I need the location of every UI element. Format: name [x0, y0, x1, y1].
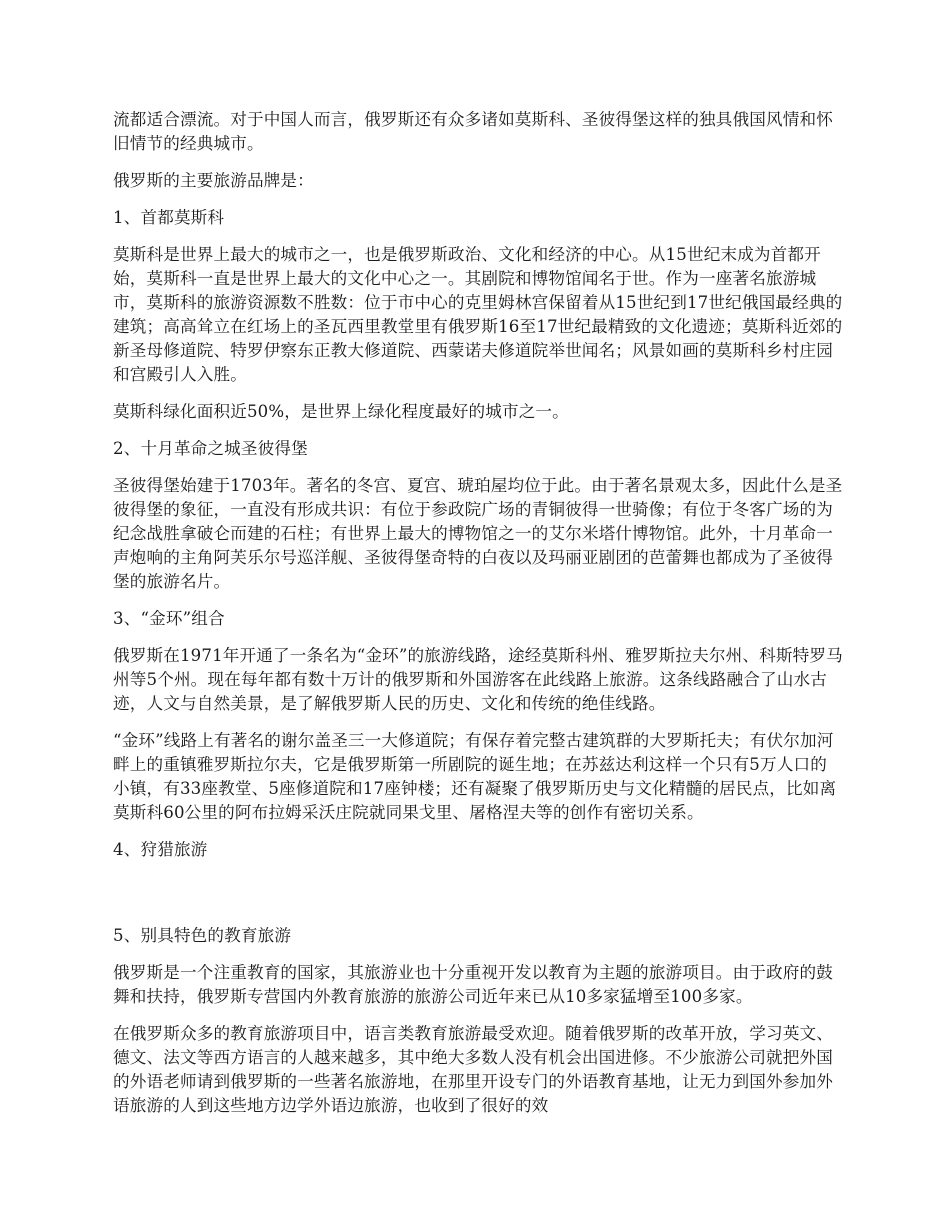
heading-golden-ring: 3、“金环”组合 [113, 609, 225, 628]
paragraph-brands-intro: 俄罗斯的主要旅游品牌是： [113, 171, 314, 190]
paragraph-intro-continued: 流都适合漂流。对于中国人而言，俄罗斯还有众多诸如莫斯科、圣彼得堡这样的独具俄国风情和怀旧情节的经典城市。 [113, 110, 833, 153]
paragraph-golden-ring: 俄罗斯在1971年开通了一条名为“金环”的旅游线路，途经莫斯科州、雅罗斯拉夫尔州、科斯特罗马州等5个州。现在每年都有数十万计的俄罗斯和外国游客在此线路上旅游。这条线路融合了山水古迹，人文与自然美景，是了解俄罗斯人民的历史、文化和传统的绝佳线路。 [113, 646, 843, 713]
paragraph-moscow-green: 莫斯科绿化面积近50%，是世界上绿化程度最好的城市之一。 [113, 402, 569, 421]
paragraph-language-education: 在俄罗斯众多的教育旅游项目中，语言类教育旅游最受欢迎。随着俄罗斯的改革开放，学习英文、德文、法文等西方语言的人越来越多，其中绝大多数人没有机会出国进修。不少旅游公司就把外国的外语老师请到俄罗斯的一些著名旅游地，在那里开设专门的外语教育基地，让无力到国外参加外语旅游的人到这些地方边学外语边旅游，也收到了很好的效 [113, 1024, 833, 1115]
heading-hunting: 4、狩猎旅游 [113, 840, 208, 859]
paragraph-moscow: 莫斯科是世界上最大的城市之一，也是俄罗斯政治、文化和经济的中心。从15世纪末成为首都开始，莫斯科一直是世界上最大的文化中心之一。其剧院和博物馆闻名于世。作为一座著名旅游城市，莫斯科的旅游资源数不胜数：位于市中心的克里姆林宫保留着从15世纪到17世纪俄国最经典的建筑；高高耸立在红场上的圣瓦西里教堂里有俄罗斯16至17世纪最精致的文化遗迹；莫斯科近郊的新圣母修道院、特罗伊察东正教大修道院、西蒙诺夫修道院举世闻名；风景如画的莫斯科乡村庄园和宫殿引人入胜。 [113, 245, 843, 384]
document-page [113, 108, 843, 1131]
heading-moscow: 1、首都莫斯科 [113, 208, 225, 227]
heading-st-petersburg: 2、十月革命之城圣彼得堡 [113, 439, 308, 458]
paragraph-education: 俄罗斯是一个注重教育的国家，其旅游业也十分重视开发以教育为主题的旅游项目。由于政府的鼓舞和扶持，俄罗斯专营国内外教育旅游的旅游公司近年来已从10多家猛增至100多家。 [113, 963, 833, 1006]
heading-education: 5、别具特色的教育旅游 [113, 926, 292, 945]
paragraph-golden-ring-sites: “金环”线路上有著名的谢尔盖圣三一大修道院；有保存着完整古建筑群的大罗斯托夫；有伏尔加河畔上的重镇雅罗斯拉尔夫，它是俄罗斯第一所剧院的诞生地；在苏兹达利这样一个只有5万人口的小镇，有33座教堂、5座修道院和17座钟楼；还有凝聚了俄罗斯历史与文化精髓的居民点，比如离莫斯科60公里的阿布拉姆采沃庄院就同果戈里、屠格涅夫等的创作有密切关系。 [113, 731, 837, 822]
paragraph-st-petersburg: 圣彼得堡始建于1703年。著名的冬宫、夏宫、琥珀屋均位于此。由于著名景观太多，因此什么是圣彼得堡的象征，一直没有形成共识：有位于参政院广场的青铜彼得一世骑像；有位于冬客广场的为纪念战胜拿破仑而建的石柱；有世界上最大的博物馆之一的艾尔米塔什博物馆。此外，十月革命一声炮响的主角阿芙乐尔号巡洋舰、圣彼得堡奇特的白夜以及玛丽亚剧团的芭蕾舞也都成为了圣彼得堡的旅游名片。 [113, 476, 843, 591]
blank-space [113, 875, 843, 924]
